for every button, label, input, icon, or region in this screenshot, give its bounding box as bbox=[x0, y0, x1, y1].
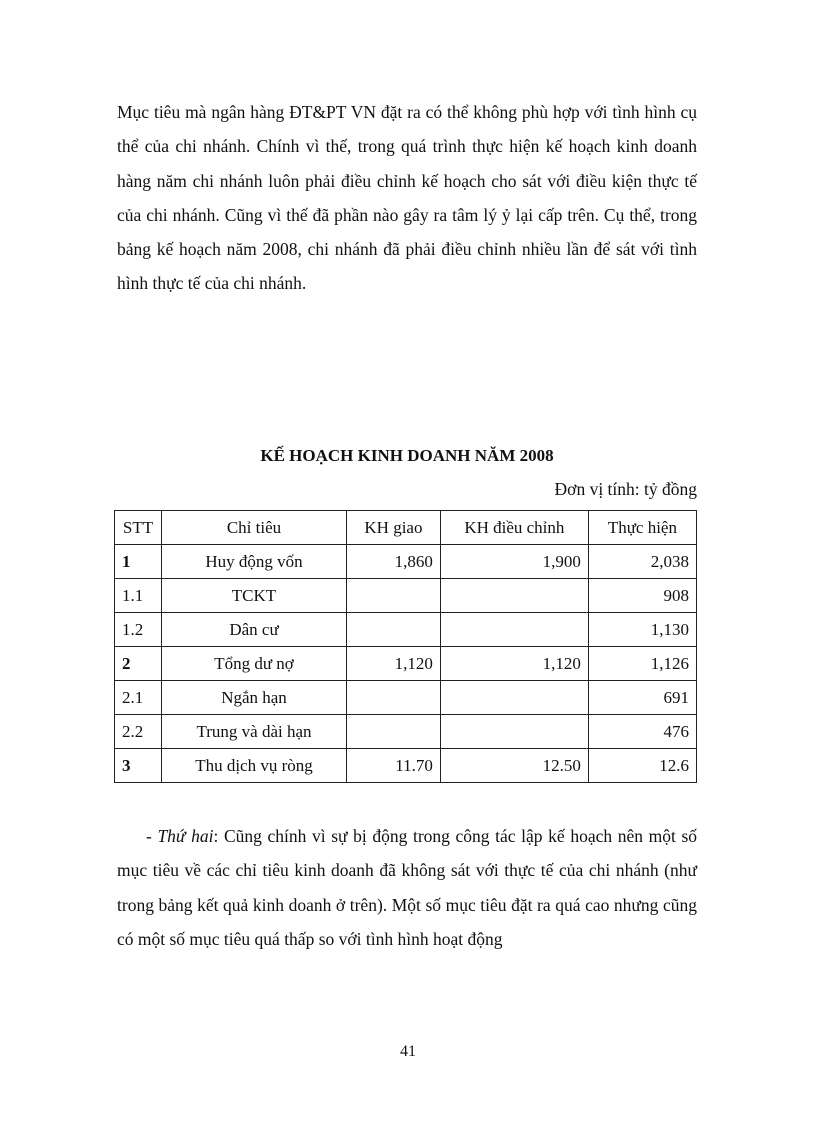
page-number: 41 bbox=[400, 1043, 416, 1060]
cell-stt: 2.2 bbox=[115, 715, 162, 749]
cell-kh-dieu-chinh: 1,120 bbox=[440, 647, 588, 681]
cell-name: Huy động vốn bbox=[162, 545, 347, 579]
cell-name: Thu dịch vụ ròng bbox=[162, 749, 347, 783]
table-row bbox=[115, 579, 697, 613]
intro-paragraph: Mục tiêu mà ngân hàng ĐT&PT VN đặt ra có thể không phù hợp với tình hình cụ thể của chi nhánh. Chính vì thế, trong quá trình thực hiện kế hoạch kinh doanh hàng năm chi nhánh luôn phải điều chỉnh kế hoạch cho sát với điều kiện thực tế của chi nhánh. Cũng vì thế đã phần nào gây ra tâm lý ỷ lại cấp trên. Cụ thể, trong bảng kế hoạch năm 2008, chi nhánh đã phải điều chỉnh nhiều lần để sát với tình hình thực tế của chi nhánh. bbox=[117, 102, 697, 294]
table-row bbox=[115, 681, 697, 715]
cell-name: Trung và dài hạn bbox=[162, 715, 347, 749]
cell-stt: 3 bbox=[115, 749, 162, 783]
paragraph-lead-label: Thứ hai bbox=[157, 826, 214, 846]
cell-kh-giao: 1,120 bbox=[347, 647, 441, 681]
cell-kh-dieu-chinh: 1,900 bbox=[440, 545, 588, 579]
cell-kh-giao: 1,860 bbox=[347, 545, 441, 579]
cell-kh-dieu-chinh bbox=[440, 579, 588, 613]
cell-thuc-hien: 691 bbox=[588, 681, 696, 715]
cell-kh-dieu-chinh: 12.50 bbox=[440, 749, 588, 783]
cell-kh-giao bbox=[347, 579, 441, 613]
cell-thuc-hien: 908 bbox=[588, 579, 696, 613]
header-stt: STT bbox=[115, 511, 162, 545]
cell-name: Ngắn hạn bbox=[162, 681, 347, 715]
header-kh-dieu-chinh: KH điều chỉnh bbox=[440, 511, 588, 545]
cell-stt: 1.2 bbox=[115, 613, 162, 647]
header-chi-tieu: Chỉ tiêu bbox=[162, 511, 347, 545]
cell-stt: 1.1 bbox=[115, 579, 162, 613]
paragraph-body: : Cũng chính vì sự bị động trong công tác lập kế hoạch nên một số mục tiêu về các chỉ tiêu kinh doanh đã không sát với thực tế của chi nhánh (như trong bảng kết quả kinh doanh ở trên). Một số mục tiêu đặt ra quá cao nhưng cũng có một số mục tiêu quá thấp so với tình hình hoạt động bbox=[117, 826, 698, 949]
table-header-row bbox=[115, 511, 697, 545]
unit-label: Đơn vị tính: tỷ đồng bbox=[554, 479, 697, 499]
second-paragraph bbox=[117, 819, 697, 956]
cell-thuc-hien: 2,038 bbox=[588, 545, 696, 579]
header-thuc-hien: Thực hiện bbox=[588, 511, 696, 545]
cell-stt: 2.1 bbox=[115, 681, 162, 715]
cell-name: Dân cư bbox=[162, 613, 347, 647]
cell-kh-dieu-chinh bbox=[440, 613, 588, 647]
table-title: KẾ HOẠCH KINH DOANH NĂM 2008 bbox=[260, 446, 554, 465]
cell-kh-giao: 11.70 bbox=[347, 749, 441, 783]
cell-stt: 2 bbox=[115, 647, 162, 681]
cell-name: TCKT bbox=[162, 579, 347, 613]
table-row bbox=[115, 613, 697, 647]
header-kh-giao: KH giao bbox=[347, 511, 441, 545]
cell-kh-giao bbox=[347, 681, 441, 715]
table-row bbox=[115, 545, 697, 579]
cell-name: Tổng dư nợ bbox=[162, 647, 347, 681]
cell-kh-dieu-chinh bbox=[440, 715, 588, 749]
table-row bbox=[115, 749, 697, 783]
cell-kh-giao bbox=[347, 613, 441, 647]
business-plan-table bbox=[114, 510, 697, 783]
cell-thuc-hien: 1,126 bbox=[588, 647, 696, 681]
cell-thuc-hien: 476 bbox=[588, 715, 696, 749]
paragraph-prefix: - bbox=[146, 826, 158, 846]
table-row bbox=[115, 715, 697, 749]
cell-thuc-hien: 1,130 bbox=[588, 613, 696, 647]
cell-stt: 1 bbox=[115, 545, 162, 579]
table-row bbox=[115, 647, 697, 681]
cell-kh-giao bbox=[347, 715, 441, 749]
cell-thuc-hien: 12.6 bbox=[588, 749, 696, 783]
cell-kh-dieu-chinh bbox=[440, 681, 588, 715]
